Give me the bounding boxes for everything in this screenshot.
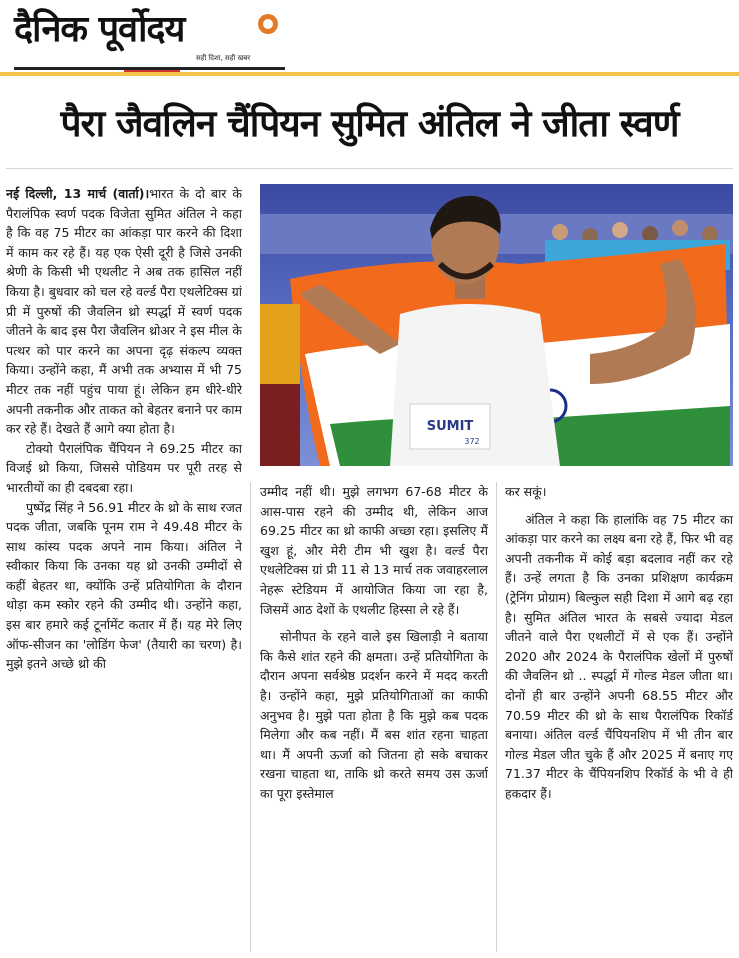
article-paragraph-2: टोक्यो पैरालंपिक चैंपियन ने 69.25 मीटर का विजई थ्रो किया, जिससे पोडियम पर पूरी तरह से भारतीयों का ही दबदबा रहा। xyxy=(6,440,242,495)
article-paragraph-5: सोनीपत के रहने वाले इस खिलाड़ी ने बताया कि कैसे शांत रहने की क्षमता। उन्हें प्रतियोगिता के दौरान अपना सर्वश्रेष्ठ प्रदर्शन करने में मदद करती है। उन्होंने कहा, मुझे प्रतियोगिताओं का काफी अनुभव है। मुझे पता होता है कि मुझे कब पदक मिलेगा और कब नहीं। मैं बस शांत रहना चाहता था। मैं अपनी ऊर्जा को जितना हो सके बचाकर रखना चाहता था, ताकि थ्रो करते समय उस ऊर्जा का पूरा इस्तेमाल xyxy=(260,629,488,801)
page-title: पैरा जैवलिन चैंपियन सुमित अंतिल ने जीता स्वर्ण xyxy=(60,102,679,145)
newspaper-logo: दैनिक पूर्वोदय xyxy=(14,9,185,50)
bib-name: SUMIT xyxy=(426,419,474,434)
bib-number: 372 xyxy=(464,437,480,446)
article-column-1 xyxy=(6,184,242,954)
article-paragraph-1: भारत के दो बार के पैरालंपिक स्वर्ण पदक विजेता सुमित अंतिल ने कहा है कि वह 75 मीटर का आंकड़ा पार करने की दिशा में काम कर रहे हैं। यह एक ऐसी दूरी है जिसे उनकी श्रेणी के किसी भी एथलीट ने अब तक हासिल नहीं किया है। बुधवार को चल रहे वर्ल्ड पैरा एथलेटिक्स ग्रां प्री में पुरुषों की जैवलिन थ्रो स्पर्द्धा में स्वर्ण पदक जीतने के बाद इस पैरा जैवलिन थ्रोअर ने इस मील के पत्थर को पार करने का अपना दृढ़ संकल्प व्यक्त किया। उन्होंने कहा, मैं अभी तक अभ्यास में भी 75 मीटर तक नहीं पहुंच पाया हूं। लेकिन हम धीरे-धीरे अपनी तकनीक और ताकत को बेहतर बनाने पर काम कर रहे हैं। देखते हैं आगे क्या होता है। xyxy=(6,186,242,437)
sun-logo-icon xyxy=(258,14,278,34)
article-paragraph-6: कर सकूं। xyxy=(505,484,547,499)
masthead-tagline: सही दिशा, सही खबर xyxy=(196,54,251,62)
athlete-photo-illustration xyxy=(260,184,733,466)
article-column-3 xyxy=(505,482,733,954)
headline-divider xyxy=(6,168,733,169)
athlete-photo xyxy=(260,184,733,466)
article-paragraph-4: उम्मीद नहीं थी। मुझे लगभग 67-68 मीटर के आस-पास रहने की उम्मीद थी, लेकिन आज 69.25 मीटर का थ्रो काफी अच्छा रहा। इसलिए मैं खुश हूं, और मेरी टीम भी खुश है। वर्ल्ड पैरा एथलेटिक्स ग्रां प्री 11 से 13 मार्च तक जवाहरलाल नेहरू स्टेडियम में आयोजित किया जा रहा है, जिसमें आठ देशों के एथलीट हिस्सा ले रहे हैं। xyxy=(260,484,488,617)
dateline: नई दिल्ली, 13 मार्च (वार्ता)। xyxy=(6,186,150,201)
masthead xyxy=(0,0,739,78)
column-divider xyxy=(496,482,497,952)
article-paragraph-7: अंतिल ने कहा कि हालांकि वह 75 मीटर का आंकड़ा पार करने का लक्ष्य बना रहे हैं, फिर भी वह अपनी तकनीक में कोई बड़ा बदलाव नहीं कर रहे हैं। उन्हें लगता है कि उनका प्रशिक्षण कार्यक्रम (ट्रेनिंग प्रोग्राम) बिल्कुल सही दिशा में आगे बढ़ रहा है। सुमित अंतिल भारत के सबसे ज्यादा मेडल जीतने वाले पैरा एथलीटों में से एक हैं। उन्होंने 2020 और 2024 के पैरालंपिक खेलों में पुरुषों की जैवलिन थ्रो .. स्पर्द्धा में गोल्ड मेडल जीता था। दोनों ही बार उन्होंने अपनी 68.55 मीटर और 70.59 मीटर की थ्रो के साथ पैरालंपिक रिकॉर्ड बनाया। अंतिल वर्ल्ड चैंपियनशिप में भी तीन बार गोल्ड मेडल जीत चुके हैं और 2025 में बनाए गए 71.37 मीटर के चैंपियनशिप रिकॉर्ड के भी वे ही हकदार हैं। xyxy=(505,511,733,801)
masthead-gold-band xyxy=(0,72,739,76)
article-column-2 xyxy=(260,482,488,954)
column-divider xyxy=(250,482,251,952)
article-paragraph-3: पुष्पेंद्र सिंह ने 56.91 मीटर के थ्रो के साथ रजत पदक जीता, जबकि पूनम राम ने 49.48 मीटर के साथ कांस्य पदक अपने नाम किया। अंतिल ने स्वीकार किया कि उनका यह थ्रो उनकी उम्मीदों से कहीं बेहतर था, क्योंकि उन्हें प्रतियोगिता के दौरान थोड़ा कम स्कोर रहने की उम्मीद थी। उन्होंने कहा, इस बार हमारे कई टूर्नामेंट कतार में हैं। यह मेरे लिए ऑफ-सीजन का 'लोडिंग फेज' (तैयारी का चरण) है। मुझे इतने अच्छे थ्रो की xyxy=(6,499,242,672)
